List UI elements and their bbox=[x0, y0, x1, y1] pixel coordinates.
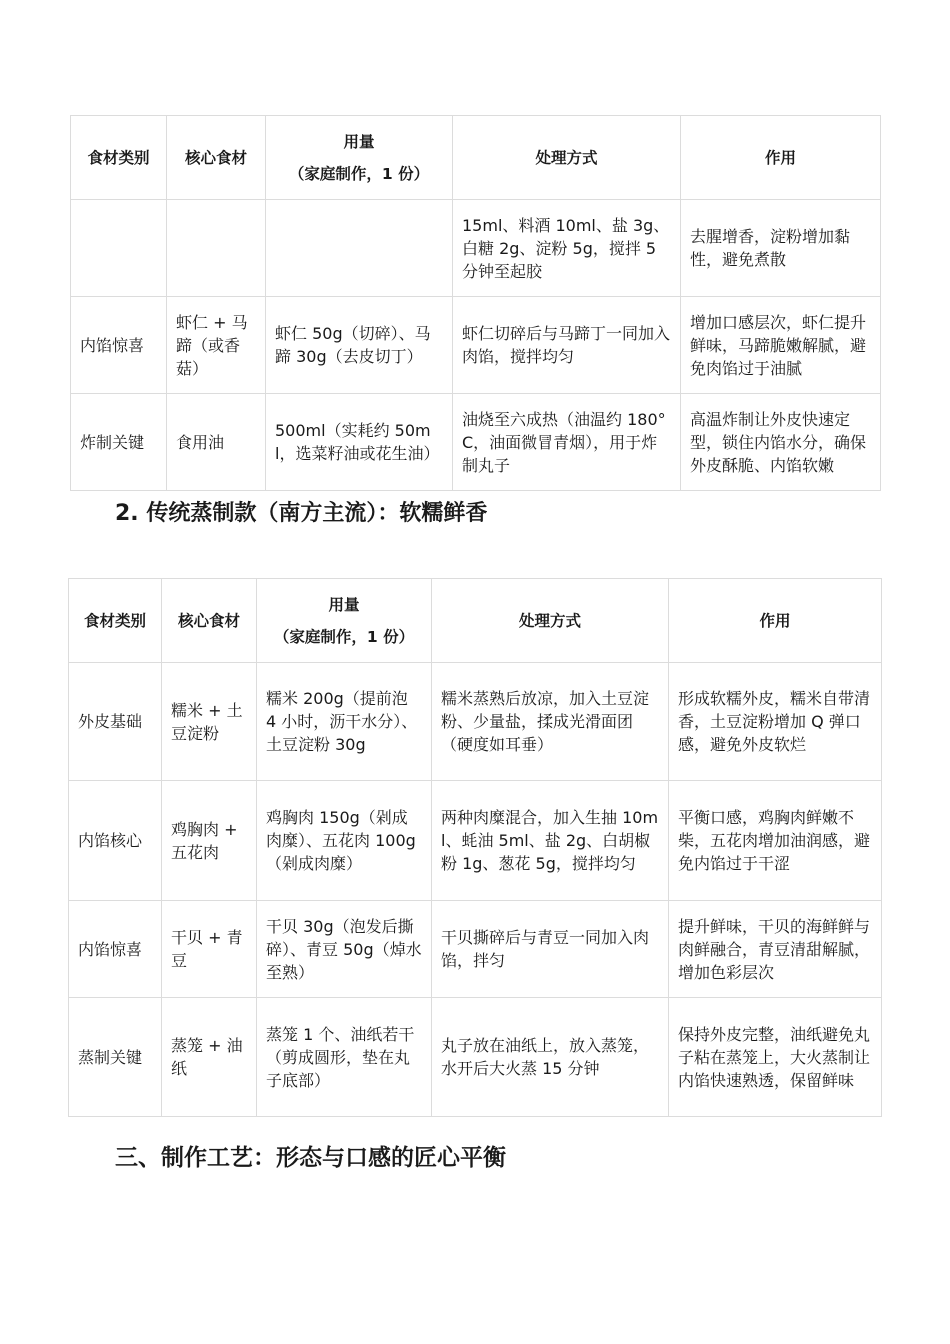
cell-core-ingredient: 鸡胸肉 + 五花肉 bbox=[162, 781, 257, 901]
cell-amount: 鸡胸肉 150g（剁成肉糜）、五花肉 100g（剁成肉糜） bbox=[257, 781, 432, 901]
cell-processing: 虾仁切碎后与马蹄丁一同加入肉馅，搅拌均匀 bbox=[453, 297, 681, 394]
table-row bbox=[69, 901, 882, 998]
table-row bbox=[69, 663, 882, 781]
header-processing: 处理方式 bbox=[432, 579, 669, 663]
cell-processing: 两种肉糜混合，加入生抽 10ml、蚝油 5ml、盐 2g、白胡椒粉 1g、葱花 5g，搅拌均匀 bbox=[432, 781, 669, 901]
header-core-ingredient: 核心食材 bbox=[167, 116, 266, 200]
cell-category: 内馅惊喜 bbox=[71, 297, 167, 394]
cell-function: 提升鲜味，干贝的海鲜鲜与肉鲜融合，青豆清甜解腻，增加色彩层次 bbox=[669, 901, 882, 998]
ingredients-table-fried bbox=[70, 115, 881, 491]
header-core-ingredient: 核心食材 bbox=[162, 579, 257, 663]
table-row bbox=[71, 394, 881, 491]
header-category: 食材类别 bbox=[71, 116, 167, 200]
header-amount-label: 用量 bbox=[328, 595, 360, 614]
section-heading-process: 三、制作工艺：形态与口感的匠心平衡 bbox=[115, 1145, 506, 1171]
section-heading-steamed: 2. 传统蒸制款（南方主流）：软糯鲜香 bbox=[115, 501, 488, 526]
header-amount-note: （家庭制作，1 份） bbox=[288, 164, 430, 183]
cell-function: 高温炸制让外皮快速定型，锁住内馅水分，确保外皮酥脆、内馅软嫩 bbox=[681, 394, 881, 491]
table-row bbox=[71, 297, 881, 394]
cell-processing: 15ml、料酒 10ml、盐 3g、白糖 2g、淀粉 5g，搅拌 5 分钟至起胶 bbox=[453, 200, 681, 297]
cell-core-ingredient: 糯米 + 土豆淀粉 bbox=[162, 663, 257, 781]
table-row bbox=[69, 998, 882, 1117]
cell-core-ingredient: 虾仁 + 马蹄（或香菇） bbox=[167, 297, 266, 394]
table-header-row bbox=[71, 116, 881, 200]
cell-processing: 丸子放在油纸上，放入蒸笼，水开后大火蒸 15 分钟 bbox=[432, 998, 669, 1117]
table-row bbox=[71, 200, 881, 297]
header-category: 食材类别 bbox=[69, 579, 162, 663]
cell-core-ingredient: 干贝 + 青豆 bbox=[162, 901, 257, 998]
header-processing: 处理方式 bbox=[453, 116, 681, 200]
header-amount bbox=[266, 116, 453, 200]
cell-processing: 油烧至六成热（油温约 180°C，油面微冒青烟），用于炸制丸子 bbox=[453, 394, 681, 491]
cell-amount: 干贝 30g（泡发后撕碎）、青豆 50g（焯水至熟） bbox=[257, 901, 432, 998]
cell-amount: 糯米 200g（提前泡 4 小时，沥干水分）、土豆淀粉 30g bbox=[257, 663, 432, 781]
header-function: 作用 bbox=[669, 579, 882, 663]
cell-category bbox=[71, 200, 167, 297]
cell-processing: 糯米蒸熟后放凉，加入土豆淀粉、少量盐，揉成光滑面团（硬度如耳垂） bbox=[432, 663, 669, 781]
cell-core-ingredient: 食用油 bbox=[167, 394, 266, 491]
cell-core-ingredient bbox=[167, 200, 266, 297]
cell-category: 炸制关键 bbox=[71, 394, 167, 491]
cell-function: 增加口感层次，虾仁提升鲜味，马蹄脆嫩解腻，避免肉馅过于油腻 bbox=[681, 297, 881, 394]
table-header-row bbox=[69, 579, 882, 663]
cell-processing: 干贝撕碎后与青豆一同加入肉馅，拌匀 bbox=[432, 901, 669, 998]
header-amount-label: 用量 bbox=[343, 132, 375, 151]
cell-amount: 虾仁 50g（切碎）、马蹄 30g（去皮切丁） bbox=[266, 297, 453, 394]
cell-category: 蒸制关键 bbox=[69, 998, 162, 1117]
cell-category: 内馅惊喜 bbox=[69, 901, 162, 998]
table-row bbox=[69, 781, 882, 901]
cell-function: 去腥增香，淀粉增加黏性，避免煮散 bbox=[681, 200, 881, 297]
cell-amount bbox=[266, 200, 453, 297]
header-amount bbox=[257, 579, 432, 663]
cell-category: 内馅核心 bbox=[69, 781, 162, 901]
cell-function: 保持外皮完整，油纸避免丸子粘在蒸笼上，大火蒸制让内馅快速熟透，保留鲜味 bbox=[669, 998, 882, 1117]
cell-core-ingredient: 蒸笼 + 油纸 bbox=[162, 998, 257, 1117]
cell-function: 形成软糯外皮，糯米自带清香，土豆淀粉增加 Q 弹口感，避免外皮软烂 bbox=[669, 663, 882, 781]
cell-function: 平衡口感，鸡胸肉鲜嫩不柴，五花肉增加油润感，避免内馅过于干涩 bbox=[669, 781, 882, 901]
header-amount-note: （家庭制作，1 份） bbox=[273, 627, 415, 646]
ingredients-table-steamed bbox=[68, 578, 882, 1117]
cell-amount: 500ml（实耗约 50ml，选菜籽油或花生油） bbox=[266, 394, 453, 491]
cell-category: 外皮基础 bbox=[69, 663, 162, 781]
header-function: 作用 bbox=[681, 116, 881, 200]
cell-amount: 蒸笼 1 个、油纸若干（剪成圆形，垫在丸子底部） bbox=[257, 998, 432, 1117]
